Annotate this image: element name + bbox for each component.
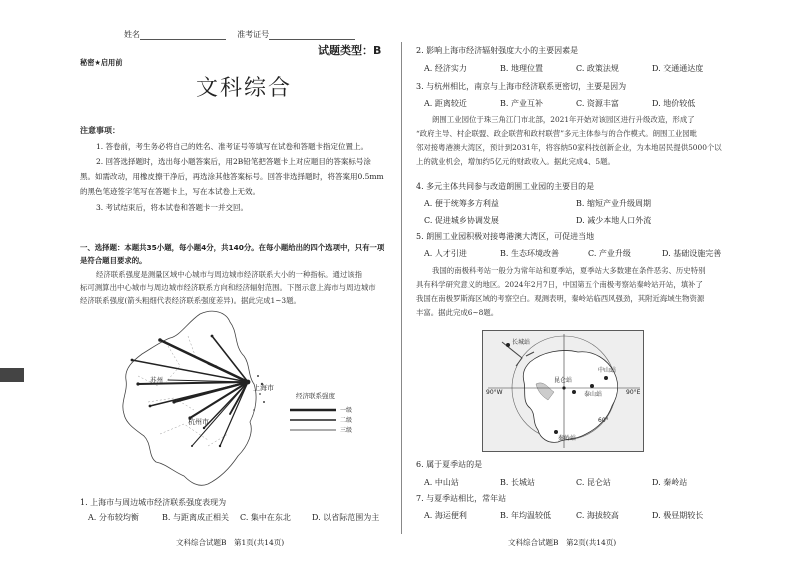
question-2-option-b[interactable]: B. 地理位置 bbox=[500, 64, 543, 73]
shanghai-map bbox=[108, 306, 398, 496]
arrow-head bbox=[149, 405, 152, 408]
question-3-option-b[interactable]: B. 产业互补 bbox=[500, 99, 543, 108]
intro1-line: 经济联系强度是测量区域中心城市与周边城市经济联系大小的一种指标。通过该指 bbox=[96, 270, 363, 279]
island bbox=[259, 393, 261, 395]
page-right bbox=[400, 0, 800, 566]
question-3-option-c[interactable]: C. 资源丰富 bbox=[576, 99, 619, 108]
question-1-option-d[interactable]: D. 以省际范围为主 bbox=[312, 513, 380, 522]
question-2-option-a[interactable]: A. 经济实力 bbox=[424, 64, 467, 73]
question-4-option-a[interactable]: A. 便于统筹多方利益 bbox=[424, 199, 499, 208]
intro2-line: 邻对接粤港澳大湾区，预计到2031年，将容纳50家科技创新企业，为本地居民提供5000个以 bbox=[416, 143, 722, 152]
intro2-line: 朗围工业园位于珠三角江门市北部，2021年开始对该园区进行升级改造，形成了 bbox=[432, 115, 695, 124]
arrow-head bbox=[172, 400, 175, 403]
question-1-option-b[interactable]: B. 与距离成正相关 bbox=[162, 513, 229, 522]
arrow-head bbox=[158, 338, 162, 342]
arrow-head bbox=[219, 445, 221, 447]
arrow-head bbox=[136, 382, 139, 385]
station-changcheng-dot bbox=[506, 343, 510, 347]
question-3-stem: 3. 与杭州相比，南京与上海市经济联系更密切，主要是因为 bbox=[416, 82, 627, 91]
page-title: 文科综合 bbox=[196, 76, 293, 101]
name-input-line[interactable] bbox=[140, 30, 226, 40]
intro2-line: “政府主导、村企联盟、政企联营和政村联营”多元主体参与的合作模式。朗围工业园毗 bbox=[416, 129, 698, 138]
question-1-option-a[interactable]: A. 分布较均衡 bbox=[88, 513, 139, 522]
section1-heading: 一、选择题：本题共35小题，每小题4分，共140分。在每小题给出的四个选项中，只有一项 bbox=[80, 243, 385, 252]
notice-heading: 注意事项： bbox=[80, 126, 120, 135]
intro3-line: 我国的南极科考站一般分为常年站和夏季站，夏季站大多数建在条件恶劣、历史特别 bbox=[432, 266, 706, 275]
page-footer-2: 文科综合试题B 第2页(共14页) bbox=[508, 538, 617, 547]
question-1-option-c[interactable]: C. 集中在东北 bbox=[240, 513, 291, 522]
question-6-stem: 6. 属于夏季站的是 bbox=[416, 460, 483, 469]
question-7-option-b[interactable]: B. 年均温较低 bbox=[500, 511, 551, 520]
intro1-line: 经济联系强度(箭头粗细代表经济联系强度差异)。据此完成1~3题。 bbox=[80, 296, 301, 305]
label-60: 60° bbox=[598, 417, 609, 424]
secret-label: 秘密★启用前 bbox=[80, 58, 123, 67]
name-field bbox=[124, 30, 355, 40]
question-7-stem: 7. 与夏季站相比，常年站 bbox=[416, 494, 507, 503]
question-1-stem: 1. 上海市与周边城市经济联系强度表现为 bbox=[80, 498, 227, 507]
question-3-option-a[interactable]: A. 距离较近 bbox=[424, 99, 467, 108]
legend-label-1: 一级 bbox=[340, 407, 353, 414]
question-2-option-c[interactable]: C. 政策法规 bbox=[576, 64, 619, 73]
island bbox=[257, 375, 259, 377]
label-taishan: 泰山站 bbox=[584, 391, 603, 398]
station-taishan-dot bbox=[590, 384, 594, 388]
question-3-option-d[interactable]: D. 地价较低 bbox=[652, 99, 696, 108]
label-90w: 90°W bbox=[486, 389, 503, 396]
question-5-option-a[interactable]: A. 人才引进 bbox=[424, 249, 467, 258]
intro3-line: 我国在南极罗斯海区域的考察空白。观测表明，秦岭站临西风强劲，其附近海域生物资源 bbox=[416, 294, 705, 303]
south-pole bbox=[562, 386, 565, 389]
map-label-hangzhou: 杭州市 bbox=[188, 418, 209, 426]
notice-item: 黑。如需改动，用橡皮擦干净后，再选涂其他答案标号。回答非选择题时，将答案用0.5mm bbox=[80, 172, 384, 181]
notice-item: 的黑色笔迹签字笔写在答题卡上，写在本试卷上无效。 bbox=[80, 187, 260, 196]
label-kunlun: 昆仑站 bbox=[554, 377, 573, 384]
question-7-option-d[interactable]: D. 极昼期较长 bbox=[652, 511, 704, 520]
legend-label-3: 三级 bbox=[340, 427, 353, 434]
map-label-shanghai: 上海市 bbox=[253, 384, 274, 392]
question-6-option-b[interactable]: B. 长城站 bbox=[500, 478, 535, 487]
question-4-option-b[interactable]: B. 缩短产业升级周期 bbox=[576, 199, 651, 208]
binding-marker bbox=[0, 368, 24, 382]
ticket-label: 准考证号 bbox=[237, 30, 270, 39]
legend-label-2: 二级 bbox=[340, 417, 353, 424]
arrow-head bbox=[211, 335, 214, 338]
question-7-option-a[interactable]: A. 海运便利 bbox=[424, 511, 467, 520]
question-6-option-a[interactable]: A. 中山站 bbox=[424, 478, 459, 487]
intro3-line: 具有科学研究意义的地区。2024年2月7日，中国第五个南极考察站秦岭站开站，填补了 bbox=[416, 280, 703, 289]
question-6-option-c[interactable]: C. 昆仑站 bbox=[576, 478, 611, 487]
question-2-option-d[interactable]: D. 交通通达度 bbox=[652, 64, 704, 73]
intro2-line: 上的就业机会，增加约5亿元的财政收入。据此完成4、5题。 bbox=[416, 157, 615, 166]
station-qinling-dot bbox=[554, 430, 558, 434]
name-label: 姓名 bbox=[124, 30, 140, 39]
question-5-option-d[interactable]: D. 基础设施完善 bbox=[662, 249, 722, 258]
question-4-option-c[interactable]: C. 促进城乡协调发展 bbox=[424, 216, 499, 225]
notice-item: 1. 答卷前，考生务必将自己的姓名、准考证号等填写在试卷和答题卡指定位置上。 bbox=[96, 142, 369, 151]
notice-item: 3. 考试结束后，将本试卷和答题卡一并交回。 bbox=[96, 203, 249, 212]
island bbox=[263, 401, 265, 403]
page-footer-1: 文科综合试题B 第1页(共14页) bbox=[176, 538, 285, 547]
question-7-option-c[interactable]: C. 海拔较高 bbox=[576, 511, 619, 520]
notice-item: 2. 回答选择题时，选出每小题答案后，用2B铅笔把答题卡上对应题目的答案标号涂 bbox=[96, 157, 371, 166]
legend-title: 经济联系强度 bbox=[296, 392, 335, 400]
question-4-stem: 4. 多元主体共同参与改造朗围工业园的主要目的是 bbox=[416, 182, 595, 191]
arrow-head bbox=[191, 445, 193, 447]
station-zhongshan-dot bbox=[604, 376, 608, 380]
arrow-head bbox=[131, 359, 134, 362]
question-6-option-d[interactable]: D. 秦岭站 bbox=[652, 478, 688, 487]
section1-heading-cont: 是符合题目要求的。 bbox=[80, 256, 147, 265]
question-5-option-c[interactable]: C. 产业升级 bbox=[588, 249, 631, 258]
exam-type: 试题类型：B bbox=[318, 44, 382, 57]
intro3-line: 丰富。据此完成6~8题。 bbox=[416, 308, 499, 317]
question-4-option-d[interactable]: D. 减少本地人口外流 bbox=[576, 216, 652, 225]
label-90e: 90°E bbox=[626, 389, 641, 396]
arrow-head bbox=[203, 427, 205, 429]
label-qinling: 秦岭站 bbox=[558, 435, 577, 442]
island bbox=[253, 409, 255, 411]
intro1-line: 标可测算出中心城市与周边城市经济联系方向和经济辐射范围。下图示意上海市与周边城市 bbox=[80, 283, 376, 292]
map-label-suzhou: 苏州 bbox=[150, 376, 163, 384]
question-2-stem: 2. 影响上海市经济辐射强度大小的主要因素是 bbox=[416, 46, 579, 55]
antarctica-map bbox=[482, 330, 644, 452]
ticket-input-line[interactable] bbox=[269, 30, 355, 40]
question-5-option-b[interactable]: B. 生态环境改善 bbox=[500, 249, 559, 258]
question-5-stem: 5. 朗围工业园积极对接粤港澳大湾区，可促进当地 bbox=[416, 232, 595, 241]
label-zhongshan: 中山站 bbox=[598, 367, 617, 374]
station-kunlun-dot bbox=[572, 390, 576, 394]
label-changcheng: 长城站 bbox=[512, 339, 531, 346]
